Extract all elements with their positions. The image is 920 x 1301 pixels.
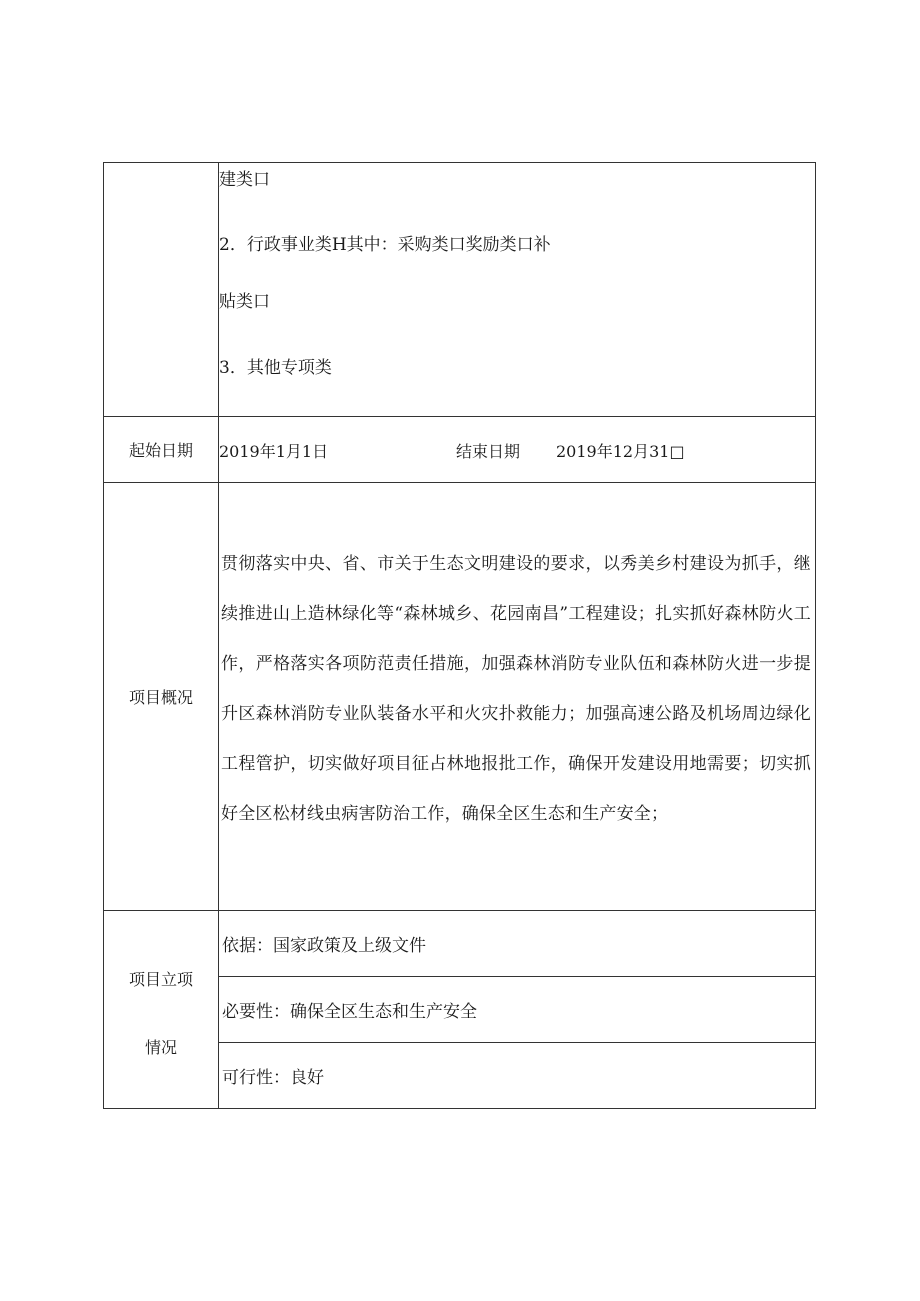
category-line-4: 3．其他专项类 (219, 358, 332, 378)
category-content-cell (219, 163, 816, 417)
date-row (104, 417, 816, 483)
feasibility-text: 可行性：良好 (219, 1043, 816, 1109)
start-date-label: 起始日期 (104, 417, 219, 483)
basis-row (104, 911, 816, 977)
category-line-2: 2．行政事业类H其中：采购类口奖励类口补 (219, 235, 551, 255)
end-date-value: 2019年12月31□ (556, 442, 685, 461)
summary-row (104, 483, 816, 911)
category-label-cell (104, 163, 219, 417)
project-form-table (103, 162, 816, 1109)
necessity-text: 必要性：确保全区生态和生产安全 (219, 977, 816, 1043)
category-line-3: 贴类口 (219, 292, 270, 312)
date-values-cell (219, 417, 816, 483)
category-line-1: 建类口 (219, 170, 270, 190)
category-row (104, 163, 816, 417)
setup-label-line2: 情况 (144, 1038, 177, 1057)
setup-label-cell (104, 911, 219, 1109)
setup-label-line1: 项目立项 (128, 970, 193, 989)
summary-cell (219, 483, 816, 911)
summary-text: 贯彻落实中央、省、市关于生态文明建设的要求，以秀美乡村建设为抓手，继续推进山上造林绿化等“森林城乡、花园南昌”工程建设；扎实抓好森林防火工作，严格落实各项防范责任措施，加强森林消防专业队伍和森林防火进一步提升区森林消防专业队装备水平和火灾扑救能力；加强高速公路及机场周边绿化工程管护，切实做好项目征占林地报批工作，确保开发建设用地需要；切实抓好全区松材线虫病害防治工作，确保全区生态和生产安全； (221, 554, 811, 824)
start-date-value: 2019年1月1日 (219, 442, 329, 461)
end-date-label: 结束日期 (456, 442, 521, 461)
basis-text: 依据：国家政策及上级文件 (219, 911, 816, 977)
summary-label: 项目概况 (104, 483, 219, 911)
